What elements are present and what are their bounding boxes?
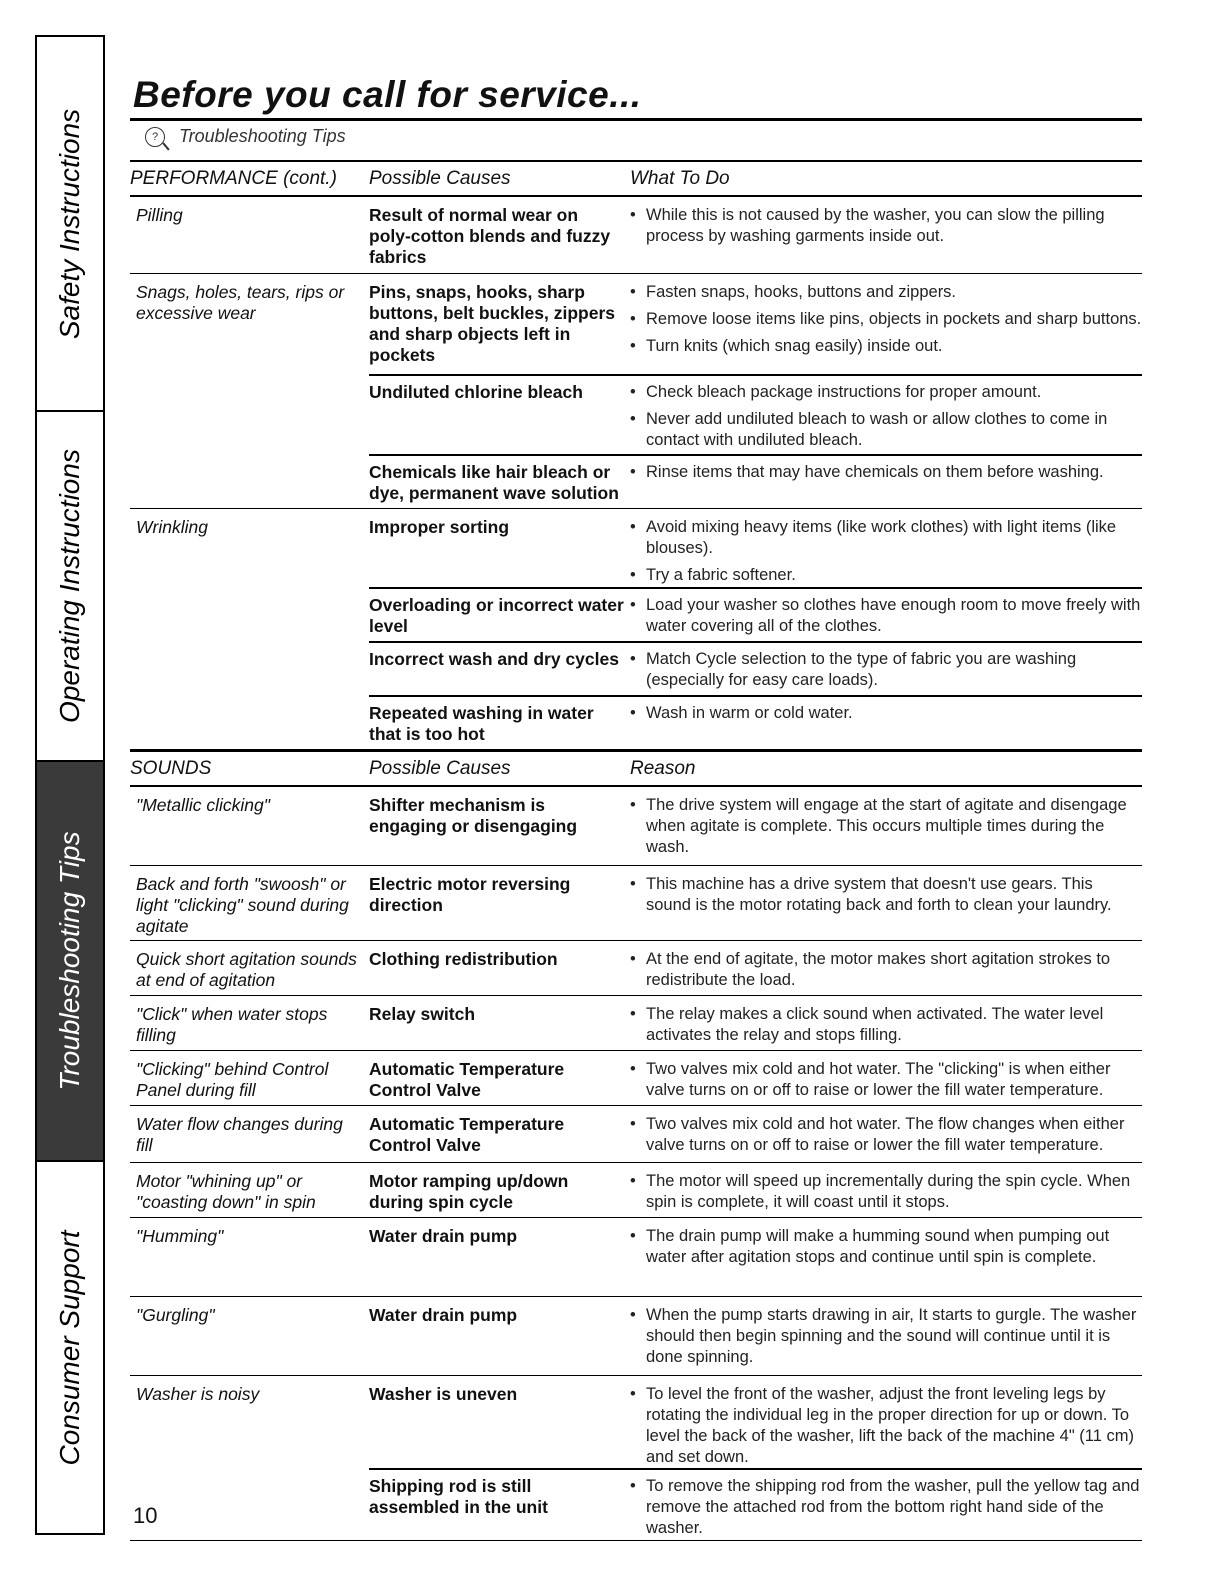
remedy-list [630, 1476, 1142, 1545]
possible-cause: Result of normal wear on poly-cotton blends and fuzzy fabrics [369, 205, 611, 267]
remedy-item: • This machine has a drive system that doesn't use gears. This sound is the motor rotating back and forth to clean your laundry. [630, 874, 1142, 916]
remedy-item: • Match Cycle selection to the type of fabric you are washing (especially for easy care loads). [630, 649, 1142, 691]
possible-cause: Pins, snaps, hooks, sharp buttons, belt buckles, zippers and sharp objects left in pockets [369, 282, 616, 365]
table-row [130, 996, 1142, 1051]
remedy-list [630, 795, 1142, 864]
title-divider [130, 118, 1142, 121]
problem-label: Back and forth "swoosh" or light "clicking" sound during agitate [136, 874, 349, 936]
subtitle [145, 126, 346, 147]
table-row [130, 509, 1142, 750]
remedy-list [630, 1305, 1142, 1374]
remedy-list [630, 517, 1142, 592]
magnifier-question-icon: ? [145, 127, 165, 147]
table-row [130, 1051, 1142, 1106]
remedy-list [630, 874, 1142, 922]
remedy-item: • Fasten snaps, hooks, buttons and zippers. [630, 282, 1142, 303]
tab-label: Troubleshooting Tips [54, 831, 85, 1091]
page-number: 10 [133, 1503, 158, 1528]
remedy-list [630, 1059, 1142, 1107]
section-tabs [35, 35, 105, 1535]
cause-divider [369, 374, 1142, 376]
tab-label: Consumer Support [54, 1229, 85, 1466]
possible-cause: Chemicals like hair bleach or dye, permanent wave solution [369, 462, 619, 503]
possible-cause: Relay switch [369, 1004, 476, 1024]
cause-divider [369, 1468, 1142, 1470]
remedy-list [630, 649, 1142, 697]
remedy-item: • Load your washer so clothes have enough room to move freely with water covering all of the clothes. [630, 595, 1142, 637]
remedy-item: • At the end of agitate, the motor makes short agitation strokes to redistribute the load. [630, 949, 1142, 991]
remedy-list [630, 205, 1142, 253]
troubleshooting-table [130, 160, 1142, 1541]
problem-label: "Clicking" behind Control Panel during fill [136, 1059, 329, 1100]
remedy-list [630, 703, 1142, 730]
possible-cause: Clothing redistribution [369, 949, 558, 969]
tab-safety-instructions[interactable] [37, 37, 103, 412]
problem-label: "Gurgling" [136, 1305, 215, 1325]
problem-label: Snags, holes, tears, rips or excessive wear [136, 282, 345, 323]
section-header [130, 750, 1142, 787]
remedy-list [630, 595, 1142, 643]
possible-cause: Electric motor reversing direction [369, 874, 571, 915]
problem-label: Washer is noisy [136, 1384, 260, 1404]
problem-label: Water flow changes during fill [136, 1114, 343, 1155]
problem-label: "Metallic clicking" [136, 795, 270, 815]
remedy-list [630, 1384, 1142, 1474]
remedy-list [630, 382, 1142, 457]
possible-cause: Shifter mechanism is engaging or disengaging [369, 795, 578, 836]
possible-cause: Repeated washing in water that is too hot [369, 703, 594, 744]
problem-label: Motor "whining up" or "coasting down" in spin [136, 1171, 316, 1212]
remedy-list [630, 1004, 1142, 1052]
remedy-item: • While this is not caused by the washer, you can slow the pilling process by washing garments inside out. [630, 205, 1142, 247]
table-row [130, 866, 1142, 941]
remedy-item: • Two valves mix cold and hot water. The flow changes when either valve turns on or off to raise or lower the fill water temperature. [630, 1114, 1142, 1156]
possible-cause: Undiluted chlorine bleach [369, 382, 583, 402]
remedy-item: • Check bleach package instructions for proper amount. [630, 382, 1142, 403]
possible-cause: Automatic Temperature Control Valve [369, 1114, 565, 1155]
remedy-item: • Never add undiluted bleach to wash or allow clothes to come in contact with undiluted bleach. [630, 409, 1142, 451]
tab-consumer-support[interactable] [37, 1162, 103, 1533]
table-row [130, 1376, 1142, 1541]
remedy-item: • Wash in warm or cold water. [630, 703, 1142, 724]
possible-cause: Washer is uneven [369, 1384, 518, 1404]
possible-cause: Incorrect wash and dry cycles [369, 649, 619, 669]
possible-cause: Shipping rod is still assembled in the unit [369, 1476, 548, 1517]
remedy-item: • Rinse items that may have chemicals on them before washing. [630, 462, 1142, 483]
remedy-item: • Two valves mix cold and hot water. The "clicking" is when either valve turns on or off to raise or lower the fill water temperature. [630, 1059, 1142, 1101]
cause-divider [369, 587, 1142, 589]
section-header [130, 160, 1142, 197]
causes-header: Possible Causes [369, 167, 511, 189]
remedy-item: • Remove loose items like pins, objects in pockets and sharp buttons. [630, 309, 1142, 330]
todo-header: Reason [630, 757, 696, 779]
tab-operating-instructions[interactable] [37, 412, 103, 762]
remedy-item: • The relay makes a click sound when activated. The water level activates the relay and stops filling. [630, 1004, 1142, 1046]
todo-header: What To Do [630, 167, 730, 189]
possible-cause: Motor ramping up/down during spin cycle [369, 1171, 569, 1212]
cause-divider [369, 641, 1142, 643]
table-row [130, 1218, 1142, 1297]
possible-cause: Water drain pump [369, 1305, 518, 1325]
causes-header: Possible Causes [369, 757, 511, 779]
problem-label: Quick short agitation sounds at end of agitation [136, 949, 357, 990]
tab-label: Safety Instructions [54, 108, 85, 339]
remedy-item: • Avoid mixing heavy items (like work clothes) with light items (like blouses). [630, 517, 1142, 559]
problem-header: PERFORMANCE (cont.) [130, 167, 337, 189]
cause-divider [369, 695, 1142, 697]
problem-label: Wrinkling [136, 517, 208, 537]
cause-divider [369, 454, 1142, 456]
remedy-item: • The drive system will engage at the start of agitate and disengage when agitate is complete. This occurs multiple times during the wash. [630, 795, 1142, 858]
tab-label: Operating Instructions [54, 449, 85, 723]
table-row [130, 1163, 1142, 1218]
problem-label: Pilling [136, 205, 183, 225]
table-row [130, 197, 1142, 274]
tab-troubleshooting-tips[interactable] [37, 762, 103, 1162]
problem-header: SOUNDS [130, 757, 212, 779]
remedy-list [630, 462, 1142, 489]
remedy-item: • When the pump starts drawing in air, It starts to gurgle. The washer should then begin spinning and the sound will continue until it is done spinning. [630, 1305, 1142, 1368]
possible-cause: Improper sorting [369, 517, 510, 537]
remedy-list [630, 1226, 1142, 1274]
remedy-item: • The drain pump will make a humming sound when pumping out water after agitation stops and continue until spin is complete. [630, 1226, 1142, 1268]
remedy-list [630, 1114, 1142, 1162]
remedy-list [630, 949, 1142, 997]
remedy-item: • Turn knits (which snag easily) inside out. [630, 336, 1142, 357]
possible-cause: Water drain pump [369, 1226, 518, 1246]
remedy-item: • The motor will speed up incrementally during the spin cycle. When spin is complete, it will coast until it stops. [630, 1171, 1142, 1213]
table-row [130, 787, 1142, 866]
page-title: Before you call for service... [133, 74, 642, 115]
table-row [130, 941, 1142, 996]
possible-cause: Automatic Temperature Control Valve [369, 1059, 565, 1100]
remedy-list [630, 1171, 1142, 1219]
possible-cause: Overloading or incorrect water level [369, 595, 624, 636]
subtitle-text: Troubleshooting Tips [179, 126, 346, 146]
problem-label: "Click" when water stops filling [136, 1004, 328, 1045]
remedy-item: • To remove the shipping rod from the washer, pull the yellow tag and remove the attached rod from the bottom right hand side of the washer. [630, 1476, 1142, 1539]
remedy-item: • To level the front of the washer, adjust the front leveling legs by rotating the individual leg in the proper direction for up or down. To level the back of the washer, lift the back of the machine 4" (11 cm) and set down. [630, 1384, 1142, 1468]
remedy-item: • Try a fabric softener. [630, 565, 1142, 586]
remedy-list [630, 282, 1142, 363]
problem-label: "Humming" [136, 1226, 224, 1246]
table-row [130, 1297, 1142, 1376]
table-row [130, 274, 1142, 509]
table-row [130, 1106, 1142, 1163]
